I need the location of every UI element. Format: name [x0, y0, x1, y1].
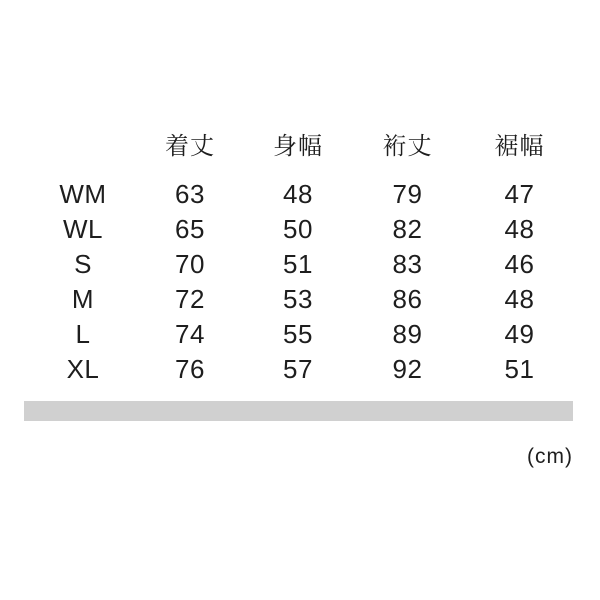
value-cell: 48 [283, 179, 313, 209]
value-cell: 46 [504, 249, 535, 279]
value-cell: 63 [175, 179, 205, 209]
header-hem-width: 裾幅 [494, 133, 545, 160]
value-cell: 47 [504, 179, 535, 209]
table-row [30, 317, 576, 352]
size-label: XL [66, 354, 100, 384]
value-cell: 86 [392, 284, 423, 314]
value-cell: 70 [175, 249, 205, 279]
table-header-row [30, 126, 576, 160]
value-cell: 92 [392, 354, 423, 384]
value-cell: 79 [392, 179, 423, 209]
size-label: L [75, 319, 91, 349]
table-row [30, 247, 576, 282]
size-label: WL [63, 214, 103, 244]
table-row [30, 177, 576, 212]
value-cell: 89 [392, 319, 423, 349]
value-cell: 65 [175, 214, 205, 244]
header-size-blank [30, 126, 136, 161]
value-cell: 51 [504, 354, 535, 384]
value-cell: 74 [175, 319, 205, 349]
value-cell: 57 [283, 354, 313, 384]
table-row [30, 282, 576, 317]
value-cell: 48 [504, 284, 535, 314]
value-cell: 76 [175, 354, 205, 384]
value-cell: 53 [283, 284, 313, 314]
value-cell: 49 [504, 319, 535, 349]
value-cell: 50 [283, 214, 313, 244]
value-cell: 48 [504, 214, 535, 244]
unit-label: (cm) [527, 445, 573, 468]
value-cell: 55 [283, 319, 313, 349]
size-label: M [71, 284, 95, 314]
size-chart-table [30, 126, 576, 387]
value-cell: 72 [175, 284, 205, 314]
value-cell: 51 [283, 249, 313, 279]
size-label: S [74, 249, 92, 279]
divider-bar [24, 401, 573, 421]
header-body-length: 着丈 [165, 133, 215, 160]
value-cell: 82 [392, 214, 423, 244]
header-body-width: 身幅 [273, 133, 323, 160]
header-sleeve-length: 裄丈 [382, 133, 433, 160]
table-row [30, 212, 576, 247]
size-label: WM [59, 179, 107, 209]
table-row [30, 352, 576, 387]
value-cell: 83 [392, 249, 423, 279]
